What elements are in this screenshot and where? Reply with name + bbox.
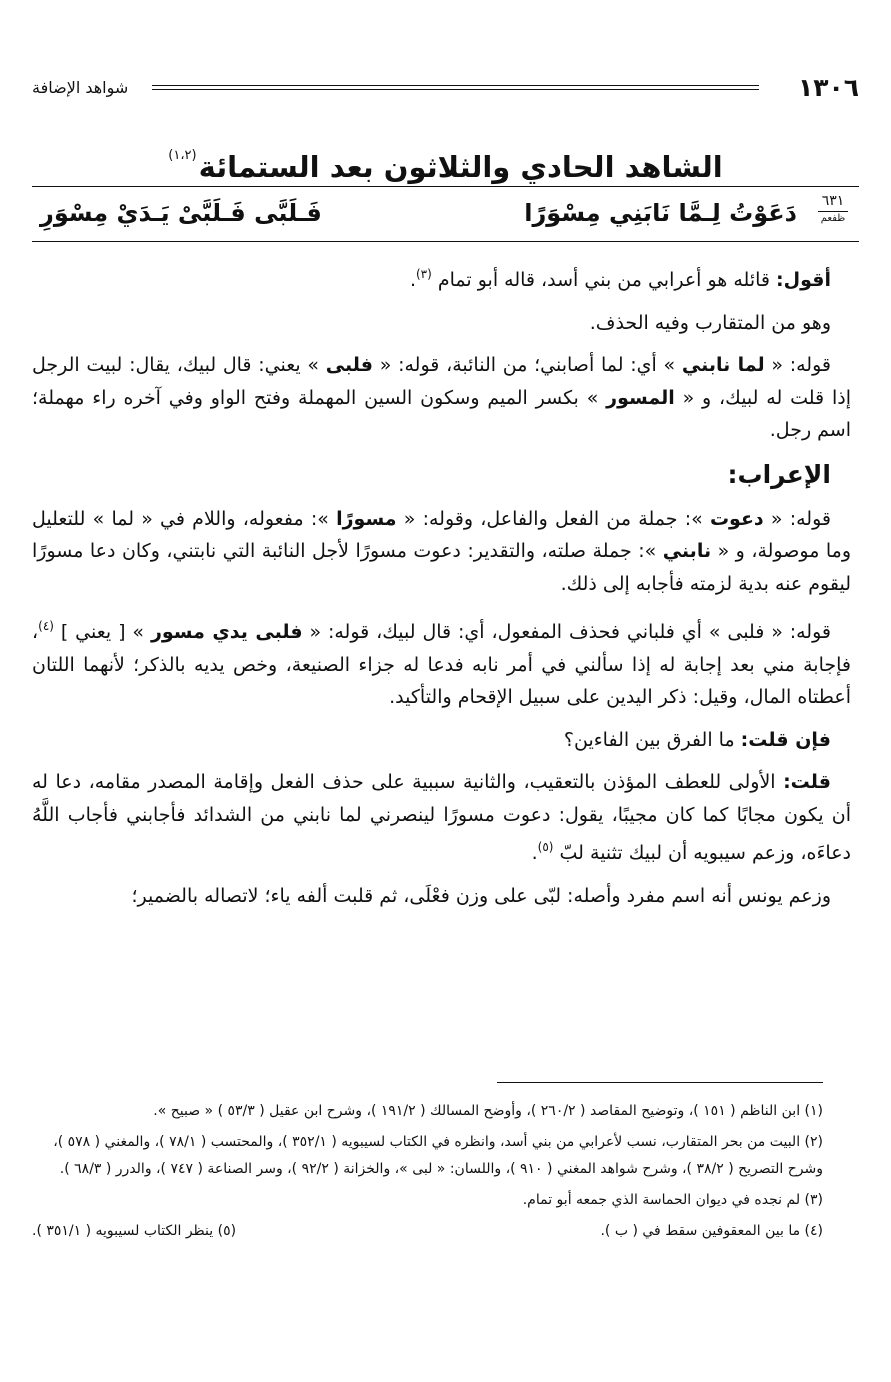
footnote-2: (٢) البيت من بحر المتقارب، نسب لأعرابي من بني أسد، وانظره في الكتاب لسيبويه ( ٣٥٢/١ )، والمحتسب ( ٧٨/١ )، والمغني ( ٥٧٨ )، وشرح التصريح ( ٣٨/٢ )، وشرح شواهد المغني ( ٩١٠ )، واللسان: « لبى »، والخزانة ( ٩٢/٢ )، وسر الصناعة ( ٧٤٧ )، والدرر ( ٦٨/٣ ). (53, 1134, 823, 1177)
paragraph-text: . (409, 269, 416, 291)
lead-word: فإن قلت: (740, 728, 831, 751)
paragraph-text: »: مفعوله، واللام في « لما » للتعليل وما موصولة، و « (32, 507, 851, 562)
paragraph-yunus: وزعم يونس أنه اسم مفرد وأصله: لبّى على وزن فعْلَى، ثم قلبت ألفه ياء؛ لاتصاله بالضمير؛ (131, 884, 831, 907)
paragraph-text: » [ يعني ] (53, 621, 151, 643)
paragraph-text: الأولى للعطف المؤذن بالتعقيب، والثانية سببية على حذف الفعل وإقامة المصدر مقامه، دعا له أن يكون مجابًا كما كان مجيبًا، يقول: دعوت مسورًا لينصرني لما نابني من الشدائد فأجابني فأجاب اللَّهُ دعاءَه، وزعم سيبويه أن لبيك تثنية لبّ (32, 771, 851, 864)
paragraph-irab-1 (32, 503, 851, 601)
footnote-separator (497, 1082, 823, 1083)
running-title: شواهد الإضافة (32, 78, 129, 97)
commentary-body (32, 258, 851, 922)
paragraph-meter: وهو من المتقارب وفيه الحذف. (589, 311, 831, 334)
footnote-mark: (٣) (415, 267, 432, 281)
footnote-1: (١) ابن الناظم ( ١٥١ )، وتوضيح المقاصد ( ٢٦٠/٢ )، وأوضح المسالك ( ١٩١/٢ )، وشرح ابن عقيل ( ٥٣/٣ ) « صبيح ». (153, 1103, 823, 1119)
verse-hemistich-second: فَـلَبَّى فَـلَبَّىْ يَـدَيْ مِسْوَرِ (40, 199, 322, 227)
quoted-term: لما نابني (681, 354, 765, 376)
paragraph-text: ، فإجابة مني بعد إجابة له إذا سألني في أمر نابه فدعا له جزاء الصنيعة، وخص يديه بالذكر؛ لأنهما اللتان أعطتاه المال، وقيل: ذكر اليدين على سبيل الإقحام والتأكيد. (32, 621, 851, 708)
header-double-rule (152, 85, 759, 90)
quoted-term: مسورًا (336, 507, 397, 530)
irab-heading: الإعراب: (727, 459, 831, 489)
verse-number: ٦٣١ (821, 193, 845, 209)
paragraph-text: قوله: « (763, 507, 831, 530)
verse-box (32, 186, 859, 242)
shahid-title: الشاهد الحادي والثلاثون بعد الستمائة (198, 150, 723, 184)
paragraph-text: قوله: « (764, 354, 831, 376)
paragraph-text: . (531, 842, 538, 864)
footnote-3: (٣) لم نجده في ديوان الحماسة الذي جمعه أبو تمام. (522, 1192, 823, 1208)
verse-source-label: ظفعم (820, 213, 846, 224)
footnote-row (32, 1218, 823, 1245)
paragraph-question (32, 724, 851, 757)
footnote-mark: (٤) (38, 619, 54, 633)
footnote-4: (٤) ما بين المعقوفين سقط في ( ب ). (600, 1223, 823, 1239)
quoted-term: فلبى (325, 354, 373, 376)
verse-number-block (809, 191, 857, 226)
shahid-footnote-marks: (١،٢) (168, 148, 197, 163)
paragraph-vocabulary (32, 349, 851, 447)
quoted-term: نابني (662, 540, 712, 562)
paragraph-text: قائله هو أعرابي من بني أسد، قاله أبو تمام (431, 269, 777, 291)
lead-word: قلت: (783, 771, 831, 793)
paragraph-irab-2 (32, 610, 851, 714)
footnote-5: (٥) ينظر الكتاب لسيبويه ( ٣٥١/١ ). (32, 1223, 237, 1239)
paragraph-text: »: جملة صلته، والتقدير: دعوت مسورًا لأجل النائبة التي نابتني، وكان دعا مسورًا ليقوم عنه بدية لزمته فأجابه إلى ذلك. (32, 540, 851, 595)
quoted-term: المسور (606, 386, 675, 409)
verse-hemistich-first: دَعَوْتُ لِـمَّا نَابَنِي مِسْوَرًا (524, 199, 797, 227)
paragraph-text: » بكسر الميم وسكون السين المهملة وفتح الواو وفي آخره راء مهملة؛ اسم رجل. (32, 386, 851, 441)
paragraph-text: » أي: لما أصابني؛ من النائبة، قوله: « (372, 354, 682, 376)
page-number: ١٣٠٦ (797, 73, 859, 102)
quoted-term: دعوت (709, 507, 764, 530)
footnotes (32, 1098, 823, 1245)
paragraph-text: قوله: « فلبى » أي فلباني فحذف المفعول، أي: قال لبيك، قوله: « (302, 621, 831, 643)
paragraph-text: ما الفرق بين الفاءين؟ (563, 728, 741, 751)
paragraph-answer (32, 766, 851, 870)
paragraph-text: » يعني: قال لبيك، يقال: لبيت الرجل إذا قلت له لبيك، و « (32, 354, 851, 409)
footnote-mark: (٥) (537, 840, 554, 854)
paragraph-text: »: جملة من الفعل والفاعل، وقوله: « (396, 507, 710, 530)
lead-word: أقول: (776, 269, 831, 291)
shahid-heading (0, 132, 891, 191)
page-header (32, 70, 859, 106)
paragraph-aqul (32, 258, 851, 297)
quoted-term: فلبى يدي مسور (150, 621, 303, 643)
